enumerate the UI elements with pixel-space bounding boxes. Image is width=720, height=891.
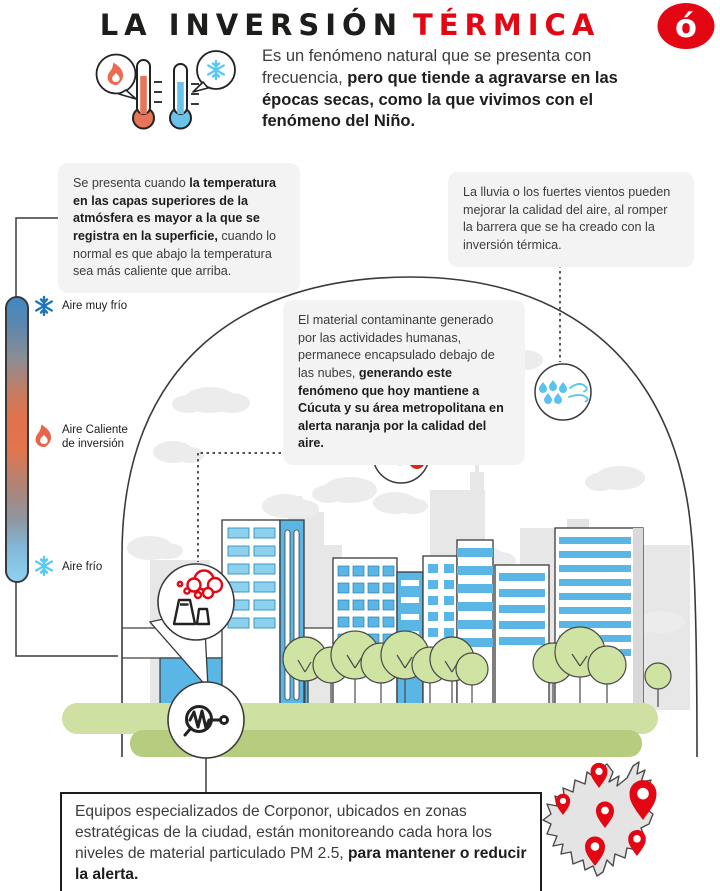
ground-strip-light	[62, 703, 658, 734]
snowflake-bubble-icon	[193, 51, 235, 92]
thermometers-graphic	[88, 48, 238, 132]
monitoring-icon	[168, 682, 244, 758]
intro-regular: Es un fenómeno natural que se presenta con frecuencia,	[262, 47, 592, 87]
logo-letter: ó	[675, 7, 697, 45]
cold-thermometer-icon	[170, 64, 199, 129]
location-pin-icon	[628, 830, 646, 856]
hot-thermometer-icon	[133, 60, 162, 129]
callout-right: La lluvia o los fuertes vientos pueden mejorar la calidad del aire, al romper la barrera que se ha creado con la inversión térmica.	[448, 172, 694, 267]
flame-icon	[36, 424, 51, 447]
snowflake-dark-icon	[36, 297, 52, 315]
title-black: LA INVERSIÓN	[99, 8, 403, 42]
region-map	[541, 756, 720, 891]
scale-label-bottom: Aire frío	[62, 561, 103, 573]
title-red: TÉRMICA	[412, 8, 601, 42]
flame-bubble-icon	[97, 55, 137, 100]
intro-bold: pero que tiende a agravarse en las épocas secas, como la que vivimos con el fenómeno del Niño.	[262, 68, 618, 131]
footer-box: Equipos especializados de Corponor, ubicados en zonas estratégicas de la ciudad, están monitoreando cada hora los niveles de material particulado PM 2.5, para mantener o reducir la alerta.	[60, 792, 542, 891]
callout-middle: El material contaminante generado por las actividades humanas, permanece encapsulado debajo de las nubes, generando este fenómeno que hoy mantiene a Cúcuta y su área metropolitana en alerta naranja por la calidad del aire.	[283, 300, 525, 465]
scale-label-top: Aire muy frío	[62, 300, 128, 312]
temperature-gradient-bar	[6, 297, 28, 582]
newspaper-logo	[656, 2, 716, 50]
intro-paragraph	[262, 46, 664, 133]
factory-smoke-icon	[158, 564, 234, 640]
rain-wind-icon	[535, 364, 591, 420]
thermometer-ticks	[154, 82, 162, 102]
page-title	[50, 8, 650, 42]
snowflake-light-icon	[36, 557, 52, 575]
callout-left: Se presenta cuando la temperatura en las capas superiores de la atmósfera es mayor a la que se registra en la superficie, cuando lo normal es que abajo la temperatura sea más caliente que arriba.	[58, 163, 300, 293]
scale-label-middle: Aire Caliente de inversión	[62, 424, 128, 451]
